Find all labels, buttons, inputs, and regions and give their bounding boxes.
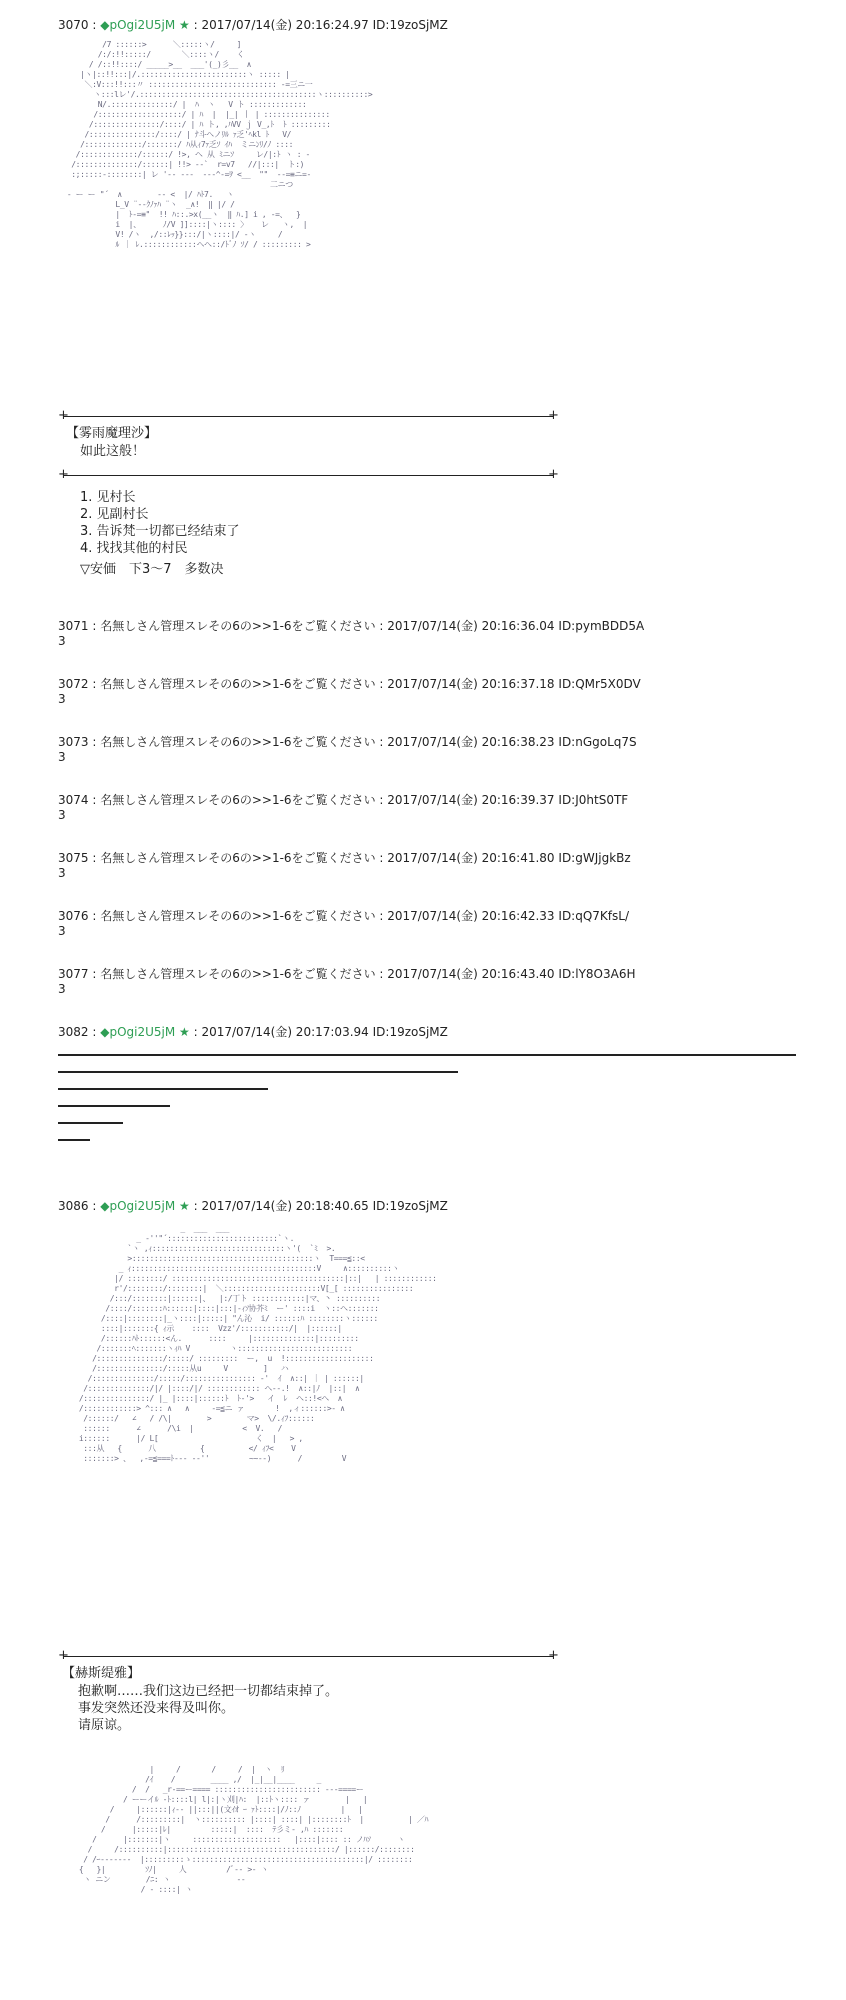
poster-trip: ◆pOgi2U5jM (100, 18, 176, 32)
post-3076: 3076 : 名無しさん管理スレその6の>>1-6をご覧ください : 2017/07/14(金) 20:16:42.33 ID:qQ7KfsL/ 3 (58, 909, 818, 939)
post-date: 2017/07/14(金) 20:16:36.04 (387, 619, 555, 633)
post-body: 3 (58, 808, 66, 822)
post-id[interactable]: ID:19zoSjMZ (372, 1025, 448, 1039)
post-3073: 3073 : 名無しさん管理スレその6の>>1-6をご覧ください : 2017/07/14(金) 20:16:38.23 ID:nGgoLq7S 3 (58, 735, 818, 765)
post-body: 3 (58, 692, 66, 706)
rule-cross-right: + (548, 408, 559, 423)
post-date: 2017/07/14(金) 20:16:37.18 (387, 677, 555, 691)
post-3072: 3072 : 名無しさん管理スレその6の>>1-6をご覧ください : 2017/07/14(金) 20:16:37.18 ID:QMr5X0DV 3 (58, 677, 818, 707)
poster-name: 名無しさん管理スレその6の>>1-6をご覧ください (100, 677, 376, 691)
poster-name: 名無しさん管理スレその6の>>1-6をご覧ください (100, 619, 376, 633)
post-date: 2017/07/14(金) 20:18:40.65 (201, 1199, 369, 1213)
post-id[interactable]: ID:qQ7KfsL/ (558, 909, 629, 923)
post-3071: 3071 : 名無しさん管理スレその6の>>1-6をご覧ください : 2017/07/14(金) 20:16:36.04 ID:pymBDD5A 3 (58, 619, 818, 649)
poster-name: 名無しさん管理スレその6の>>1-6をご覧ください (100, 793, 376, 807)
ascii-art-marisa: /7 ::::::> ＼:::::ヽ/ ] /:/:!!:::::/ ＼::::ヽ/ く / /::!!::::/ _____>__ ___'(_)彡__ ∧ |ヽ|::!!:::|/.::::::::::::::::::::::::ヽ ::::: | ＼:V:::!!:::〃 ::::::::::::::::::::::::::::: -=三ニ一 ヽ:::lレ'/.::::::::::::::::::::::::::::::::::::::::ヽ::::::::::> N/.::::::::::::::/ | ﾊ ヽ V ト ::::::::::::: /:::::::::::::::::::/ | ﾊ | |_| 丨 | ::::::::::::::: /:::::::::::::::/::::/ | ﾊ ト, ,ﾊVV ｊ V_,ﾄ ﾄ ::::::::: /:::::::::::::::/::::/ | ﾅ斗ヘノﾘﾙ ｧ乏'ﾍkl ﾄ V/ /:::::::::::::/:::::::/ ﾊ从ｨ7ｧ乏ｿ ｲﾊ ミニﾝﾘ/ﾉ :::: /:::::::::::::/::::::/ !>, ヘ 从 ﾐニｿ レ/|:ﾄ ヽ : - /::::::::::::::/::::::| !!> --` r=v7 //|:::| ト:) :;:::::-::::::::| レ '-- --- ---^-=ｦ <__ "" --=≡ニ=- 二ニつ - ー ー "´ ∧ -- < |/ ﾊﾄ7. ヽ L_V ¨--ｸﾉｧﾊ ¨ヽ _∧! ‖ |/ / | ﾄ-=≡" !! ﾊ::.>x(__ヽ ‖ ﾊ.] i , -=、 } i |、 ﾉ/V ]]::::|ヽ:::: 〉 レ ヽ, | V! /ヽ ,/::ﾚｯ}}:::/|ヽ::::|/ -ヽ / ﾙ ｜ ﾚ.::::::::::::ヘヘ::/ﾄﾞﾉ ｿ/ / ::::::::: > (66, 40, 373, 249)
dialogue-line: 事发突然还没来得及叫你。 (78, 1701, 235, 1716)
post-date: 2017/07/14(金) 20:16:41.80 (387, 851, 555, 865)
post-date: 2017/07/14(金) 20:16:38.23 (387, 735, 555, 749)
poster-trip: ◆pOgi2U5jM (100, 1025, 176, 1039)
poster-trip: ◆pOgi2U5jM (100, 1199, 176, 1213)
dialogue-line: 抱歉啊……我们这边已经把一切都结束掉了。 (78, 1684, 339, 1699)
post-body: 3 (58, 924, 66, 938)
divider-rule (64, 1656, 554, 1657)
speaker-label-marisa: 【雾雨魔理沙】 (66, 426, 158, 441)
post-id[interactable]: ID:gWJjgkBz (558, 851, 631, 865)
option-item: 2. 见副村长 (80, 507, 149, 522)
post-header-3070: 3070 : ◆pOgi2U5jM ★ : 2017/07/14(金) 20:16:24.97 ID:19zoSjMZ (58, 18, 448, 32)
post-number[interactable]: 3073 (58, 735, 89, 749)
post-id[interactable]: ID:nGgoLq7S (558, 735, 637, 749)
post-date: 2017/07/14(金) 20:16:42.33 (387, 909, 555, 923)
rule-cross-right: + (548, 467, 559, 482)
line-bar (58, 1054, 796, 1056)
poster-name: 名無しさん管理スレその6の>>1-6をご覧ください (100, 909, 376, 923)
rule-cross-right: + (548, 1648, 559, 1663)
dialogue-lines (78, 1683, 338, 1734)
option-item: 1. 见村长 (80, 490, 136, 505)
post-body: 3 (58, 634, 66, 648)
post-body: 3 (58, 982, 66, 996)
post-id[interactable]: ID:19zoSjMZ (372, 18, 448, 32)
post-id[interactable]: ID:lY8O3A6H (558, 967, 636, 981)
post-number[interactable]: 3076 (58, 909, 89, 923)
poster-name: 名無しさん管理スレその6の>>1-6をご覧ください (100, 735, 376, 749)
ascii-art-hestia-lower: | / / / | ヽ ﾘ /ｲ / ____ ,/ |_|__|____ _ / / _r-==ー==== :::::::::::::::::::::::: ---====ー / ーーイﾙ -ﾄ::::l| l|:|ヽ刈|ﾊ: |::ﾄヽ:::: ァ | | / |::::::|ｨ-- ||:::||(文ｲｵ ｰ ｧﾄ::::|/ﾉ::ﾉ | | / /:::::::::| ヽ:::::::::: |::::| ::::| |::::::::ﾄ | | ／ﾊ / |:::::|ﾚ| :::::| :::: ﾃ彡ミ- ,ﾊ ::::::: / |:::::::|ヽ :::::::::::::::::::: |::::|:::: :: ノﾊｿ ヽ / /::::::::::|::::::::::::::::::::::::::::::::::::::/ |::::::/:::::::: / /ｰ------- |:::::::::ゝ:::::::::::::::::::::::::::::::::::::::|/ :::::::: { }| ｿﾉ| 人 /ﾞ-- >- ヽ ヽ ニン /ﾆ: ヽ -- / - ::::| ヽ (78, 1765, 429, 1894)
divider-rule (64, 475, 554, 476)
vote-instruction: ▽安価 下3～7 多数决 (80, 562, 224, 577)
line-bar (58, 1122, 123, 1124)
rule-cross-left: + (58, 467, 69, 482)
poster-name: 名無しさん管理スレその6の>>1-6をご覧ください (100, 851, 376, 865)
star-icon: ★ (179, 18, 190, 32)
post-header-3086: 3086 : ◆pOgi2U5jM ★ : 2017/07/14(金) 20:18:40.65 ID:19zoSjMZ (58, 1199, 448, 1213)
speaker-label-hestia: 【赫斯缇雅】 (62, 1666, 141, 1681)
star-icon: ★ (179, 1025, 190, 1039)
post-number[interactable]: 3070 (58, 18, 89, 32)
post-id[interactable]: ID:pymBDD5A (558, 619, 645, 633)
post-number[interactable]: 3077 (58, 967, 89, 981)
post-3075: 3075 : 名無しさん管理スレその6の>>1-6をご覧ください : 2017/07/14(金) 20:16:41.80 ID:gWJjgkBz 3 (58, 851, 818, 881)
post-date: 2017/07/14(金) 20:16:24.97 (201, 18, 369, 32)
post-body: 3 (58, 866, 66, 880)
dialogue-line: 请原谅。 (78, 1718, 131, 1733)
post-3077: 3077 : 名無しさん管理スレその6の>>1-6をご覧ください : 2017/07/14(金) 20:16:43.40 ID:lY8O3A6H 3 (58, 967, 818, 997)
line-bar (58, 1088, 268, 1090)
rule-cross-left: + (58, 1648, 69, 1663)
rule-cross-left: + (58, 408, 69, 423)
line-bar (58, 1071, 458, 1073)
post-number[interactable]: 3075 (58, 851, 89, 865)
post-number[interactable]: 3071 (58, 619, 89, 633)
divider-rule (64, 416, 554, 417)
post-id[interactable]: ID:19zoSjMZ (372, 1199, 448, 1213)
post-number[interactable]: 3072 (58, 677, 89, 691)
option-list (80, 489, 240, 578)
post-header-3082: 3082 : ◆pOgi2U5jM ★ : 2017/07/14(金) 20:17:03.94 ID:19zoSjMZ (58, 1025, 448, 1039)
ascii-art-hestia: _ ___ ___ _ -''"´:::::::::::::::::::::::::`ヽ. `ヽ ,ｨ::::::::::::::::::::::::::::::ヽ'( `ﾐ >. >:::::::::::::::::::::::::::::::::::::::::ヽ T===≦::< _ ｨ::::::::::::::::::::::::::::::::::::::::::V ∧::::::::::ヽ |/ ::::::::/ :::::::::::::::::::::::::::::::::::::::|::| | :::::::::::: r'/::::::::/::::::::| ＼::::::::::::::::::::::V[_[ :::::::::::::::: /:::/::::::::|::::::|、 |:/丁ト ::::::::::::|マ、丶 :::::::::: /::::/:::::::ﾊ::::::|::::|:::|-ｨｿ协芥ﾐ ー' ::::i ヽ::ヘ::::::: /::::|::::::::|_ヽ::::|:::::| "ん沁 i/ ::::::ﾊ ::::::::ヽ:::::: ::::|:::::::{ ｨ示 :::: Vzz'/:::::::::::/| |::::::| /::::::ﾊﾄ::::::<ん. :::: |::::::::::::::|::::::::: /:::::::ﾍ:::::::ヽｨﾊ V ヽ:::::::::::::::::::::::::: /:::::::::::::::/:::::/ ::::::::: ー, u !:::::::::::::::::::: /:::::::::::::::/:::::从u V ] ハ /::::::::::::::/:::::/:::::::::::::::: -' ｲ ∧::| ｜ | ::::::| /::::::::::::::/|/ |::::/|/ :::::::::::: ヘ--.! ∧::|ﾉ |::| ∧ /:::::::::::::::/ |_ |::::|::::::ﾄ ﾄ-'> イ ﾚ ヘ::!<ヘ ∧ /::::::::::::> ^::: ∧ ∧ -=≦ニ ァ ! ,ィ::::::>- ∧ /::::::/ ∠ / /\| > マ> \/.ｨﾌ:::::: :::::: ∠ /\i | < V. / i:::::: |/ L[ く | > , :::从 { 八 { </ ｨﾌ< V :::::::> 、 ,-=≦===ﾄ--- --'' ~~--) / V (78, 1224, 437, 1463)
post-date: 2017/07/14(金) 20:16:43.40 (387, 967, 555, 981)
line-bar (58, 1139, 90, 1141)
post-number[interactable]: 3082 (58, 1025, 89, 1039)
star-icon: ★ (179, 1199, 190, 1213)
post-body: 3 (58, 750, 66, 764)
post-number[interactable]: 3086 (58, 1199, 89, 1213)
post-3074: 3074 : 名無しさん管理スレその6の>>1-6をご覧ください : 2017/07/14(金) 20:16:39.37 ID:J0htS0TF 3 (58, 793, 818, 823)
post-date: 2017/07/14(金) 20:17:03.94 (201, 1025, 369, 1039)
option-item: 4. 找找其他的村民 (80, 541, 188, 556)
poster-name: 名無しさん管理スレその6の>>1-6をご覧ください (100, 967, 376, 981)
line-bar (58, 1105, 170, 1107)
post-date: 2017/07/14(金) 20:16:39.37 (387, 793, 555, 807)
dialogue-line: 如此这般！ (80, 444, 146, 459)
post-id[interactable]: ID:QMr5X0DV (558, 677, 641, 691)
post-number[interactable]: 3074 (58, 793, 89, 807)
option-item: 3. 告诉梵一切都已经结束了 (80, 524, 240, 539)
post-id[interactable]: ID:J0htS0TF (558, 793, 629, 807)
